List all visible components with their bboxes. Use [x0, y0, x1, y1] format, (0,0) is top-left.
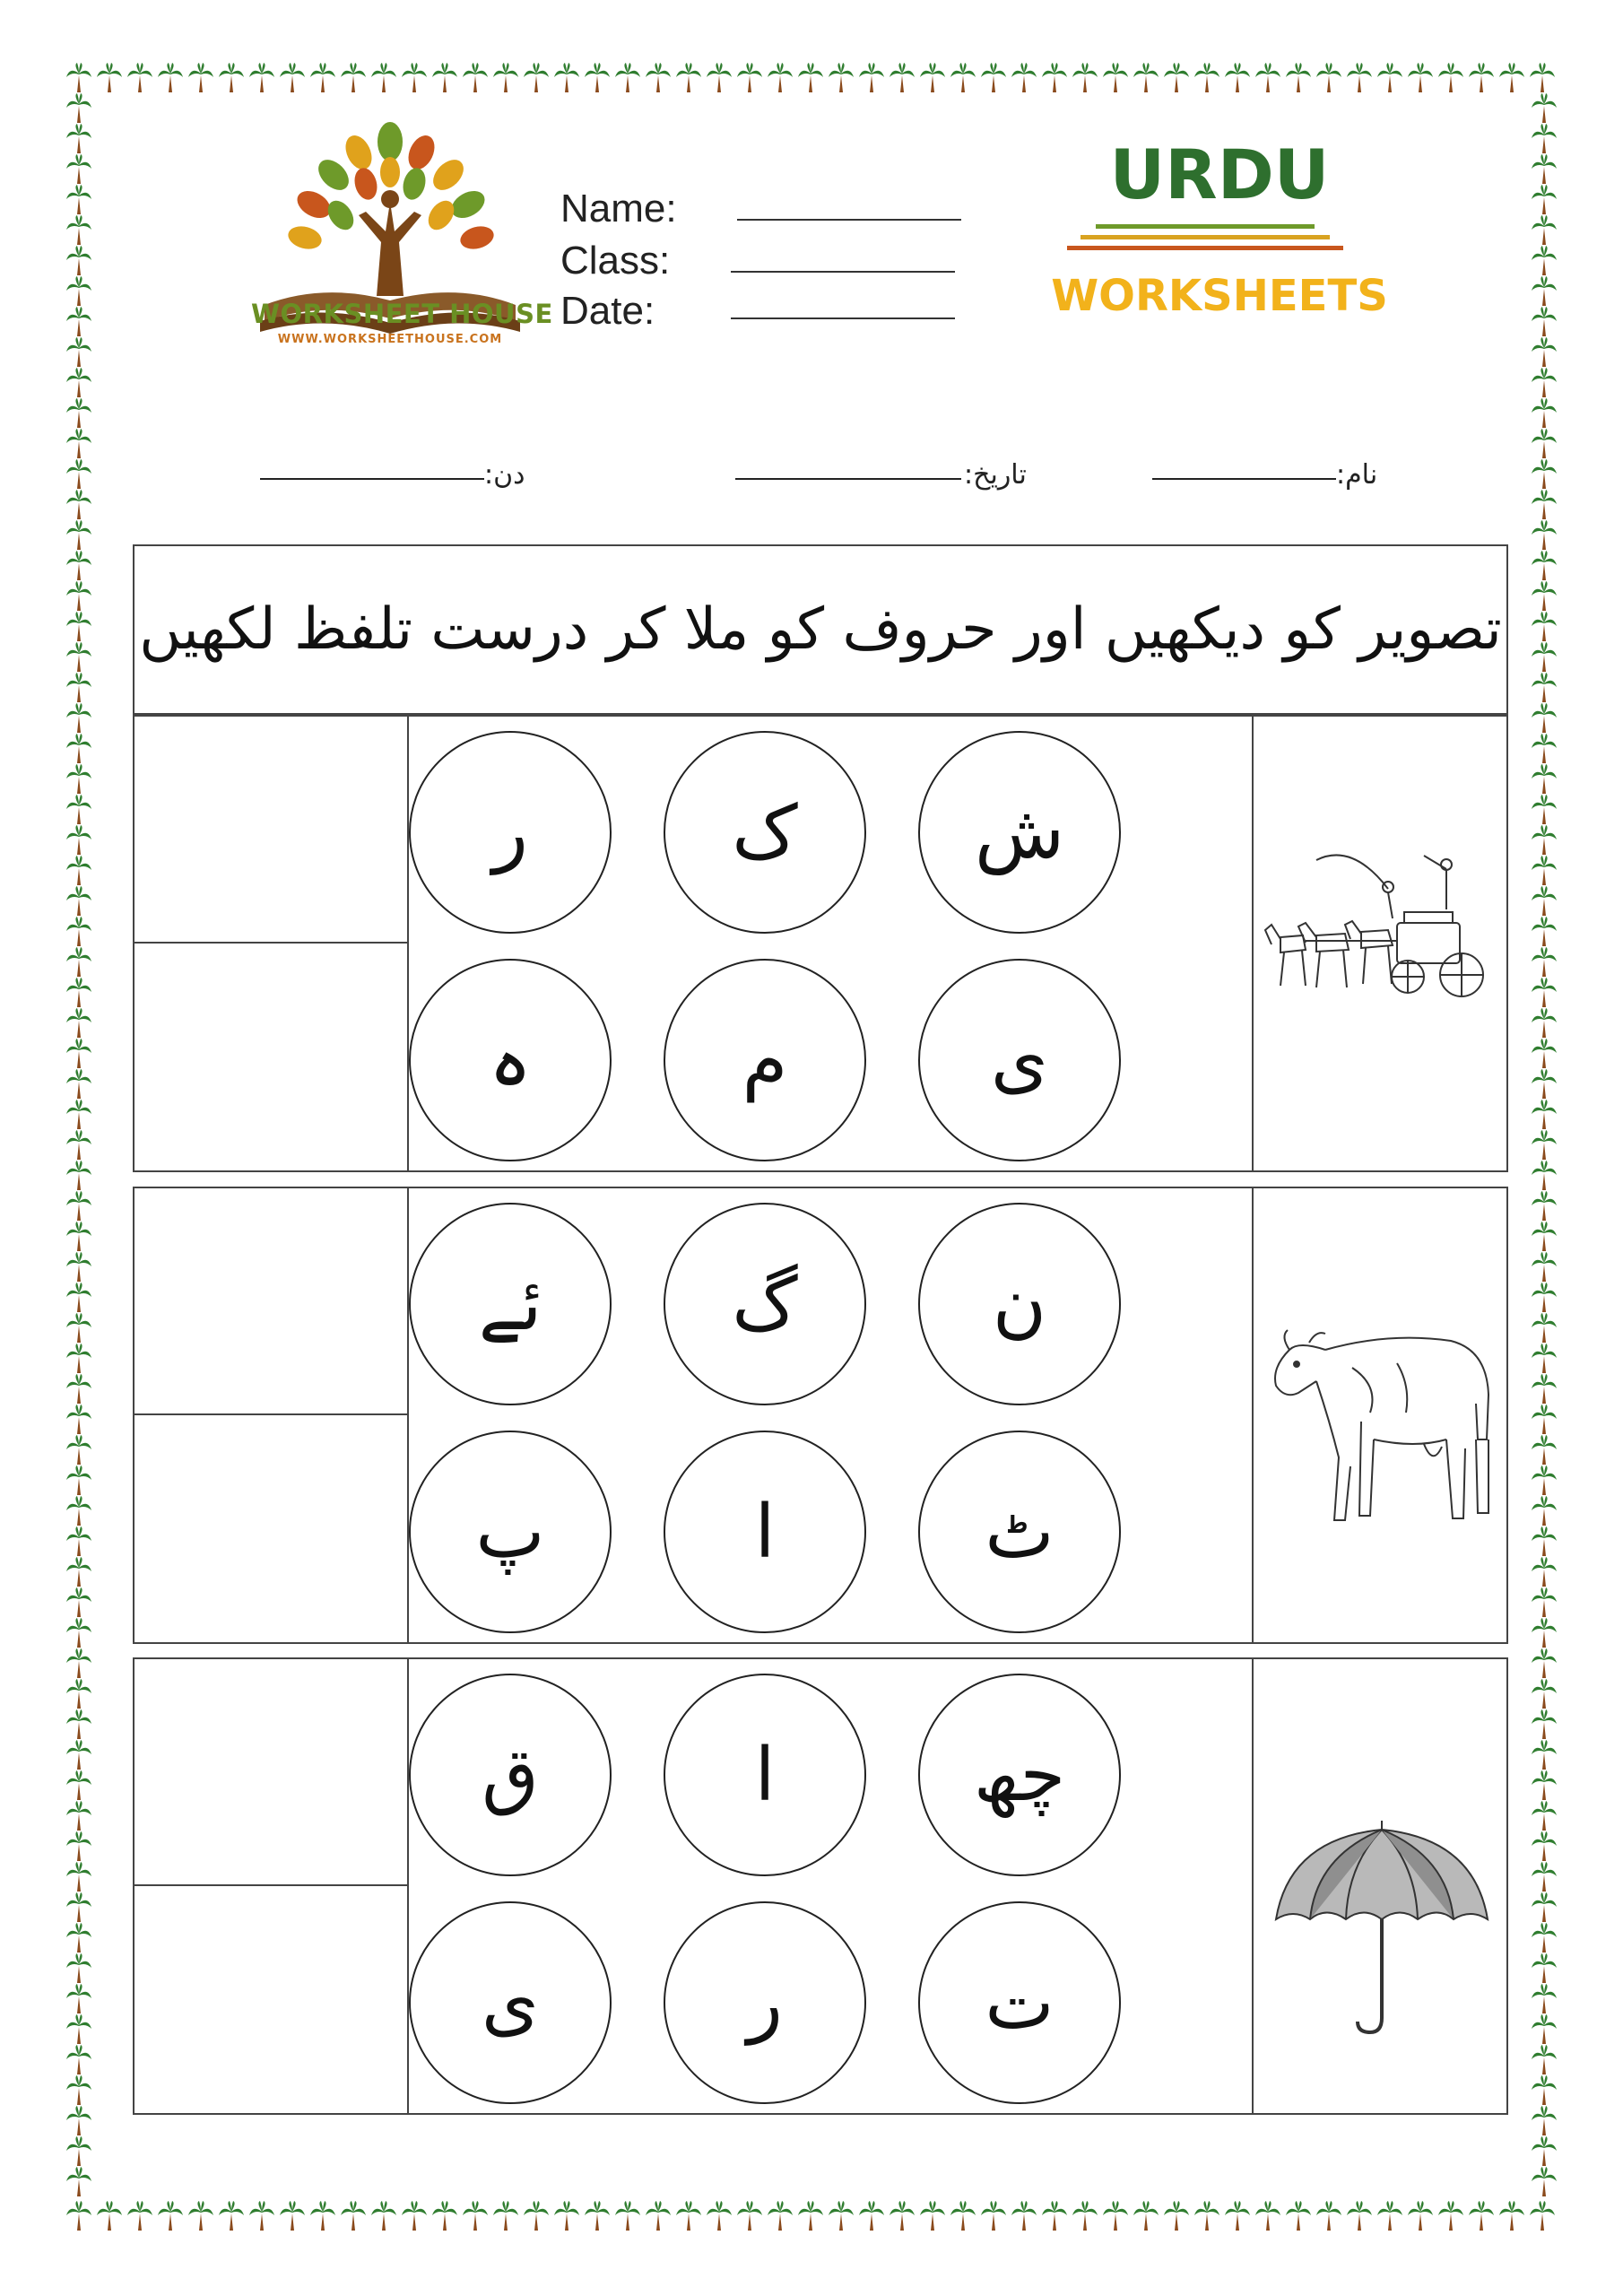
palm-tree-icon [249, 2201, 274, 2231]
palm-tree-icon [66, 1283, 91, 1312]
letter-circle[interactable]: ہ [409, 959, 612, 1161]
palm-tree-icon [1532, 1283, 1557, 1312]
palm-tree-icon [1532, 551, 1557, 580]
palm-tree-icon [615, 2201, 640, 2231]
palm-tree-icon [66, 154, 91, 184]
palm-tree-icon [310, 63, 335, 92]
palm-tree-icon [1532, 978, 1557, 1007]
answer-box[interactable] [135, 1415, 407, 1642]
palm-tree-icon [1532, 1984, 1557, 2013]
palm-tree-icon [1532, 642, 1557, 672]
palm-tree-icon [66, 1892, 91, 1922]
palm-tree-icon [768, 63, 793, 92]
palm-tree-icon [1532, 1252, 1557, 1282]
class-label: Class: [560, 239, 671, 283]
palm-tree-icon [1532, 612, 1557, 641]
palm-tree-icon [66, 215, 91, 245]
brand-stripe-yellow [1081, 235, 1330, 239]
palm-tree-icon [1042, 63, 1067, 92]
palm-tree-icon [1532, 2136, 1557, 2166]
exercise-2 [133, 1187, 1508, 1644]
palm-tree-icon [66, 1953, 91, 1983]
brand-stripe-green [1096, 224, 1315, 229]
palm-tree-icon [1499, 2201, 1524, 2231]
palm-tree-icon [66, 1100, 91, 1129]
palm-tree-icon [1408, 2201, 1433, 2231]
palm-tree-icon [981, 2201, 1006, 2231]
palm-tree-icon [66, 581, 91, 611]
date-line[interactable] [731, 317, 955, 319]
palm-tree-icon [1532, 703, 1557, 733]
name-label: Name: [560, 187, 677, 230]
palm-tree-icon [615, 63, 640, 92]
palm-tree-icon [1530, 63, 1555, 92]
palm-tree-icon [676, 2201, 701, 2231]
palm-tree-icon [66, 1313, 91, 1343]
palm-tree-icon [66, 1069, 91, 1099]
palm-tree-icon [66, 1923, 91, 1952]
class-line[interactable] [731, 271, 955, 273]
palm-tree-icon [1194, 63, 1219, 92]
letter-circle[interactable]: پ [409, 1431, 612, 1633]
palm-tree-icon [1532, 1465, 1557, 1495]
palm-tree-icon [1532, 1374, 1557, 1404]
palm-tree-icon [66, 1374, 91, 1404]
palm-tree-icon [1532, 1587, 1557, 1617]
palm-tree-icon [1469, 2201, 1494, 2231]
palm-tree-icon [1532, 2014, 1557, 2044]
letter-circle[interactable]: چھ [918, 1674, 1121, 1876]
palm-tree-icon [66, 1008, 91, 1038]
palm-tree-icon [188, 63, 213, 92]
palm-tree-icon [1532, 398, 1557, 428]
letter-circle[interactable]: ر [664, 1901, 866, 2104]
palm-tree-icon [219, 63, 244, 92]
palm-tree-icon [1347, 2201, 1372, 2231]
palm-tree-icon [1225, 63, 1250, 92]
palm-tree-icon [829, 63, 854, 92]
picture-column [1252, 717, 1508, 1170]
palm-tree-icon [798, 63, 823, 92]
letters-grid [409, 717, 1252, 1170]
palm-tree-icon [66, 276, 91, 306]
palm-tree-icon [829, 2201, 854, 2231]
palm-tree-icon [1532, 1740, 1557, 1770]
palm-tree-icon [554, 63, 579, 92]
letter-circle[interactable]: ٹ [918, 1431, 1121, 1633]
brand-subtitle: WORKSHEETS [1051, 271, 1388, 321]
palm-tree-icon [1532, 1405, 1557, 1434]
letter-circle[interactable]: ی [918, 959, 1121, 1161]
palm-tree-icon [1438, 2201, 1463, 2231]
palm-tree-icon [66, 2201, 91, 2231]
palm-tree-icon [1532, 1008, 1557, 1038]
palm-tree-icon [66, 856, 91, 885]
palm-tree-icon [1532, 1831, 1557, 1861]
urdu-date-label: تاریخ: [964, 459, 1027, 491]
letter-circle[interactable]: ق [409, 1674, 612, 1876]
palm-tree-icon [859, 63, 884, 92]
palm-tree-icon [66, 520, 91, 550]
letter-circle[interactable]: ی [409, 1901, 612, 2104]
palm-tree-icon [1532, 1496, 1557, 1526]
palm-tree-icon [66, 1161, 91, 1190]
palm-tree-icon [1532, 1618, 1557, 1648]
palm-tree-icon [890, 2201, 915, 2231]
palm-tree-icon [1532, 2106, 1557, 2135]
palm-tree-icon [341, 63, 366, 92]
palm-tree-icon [1532, 1435, 1557, 1465]
palm-tree-icon [1532, 124, 1557, 153]
palm-tree-icon [1255, 2201, 1280, 2231]
palm-tree-icon [890, 63, 915, 92]
palm-tree-icon [493, 2201, 518, 2231]
answer-box[interactable] [135, 717, 407, 944]
palm-tree-icon [1532, 429, 1557, 458]
palm-tree-icon [463, 2201, 488, 2231]
palm-tree-icon [1532, 917, 1557, 946]
letter-circle[interactable]: ت [918, 1901, 1121, 2104]
palm-tree-icon [66, 429, 91, 458]
letter-circle[interactable]: ک [664, 731, 866, 934]
palm-tree-icon [1532, 1892, 1557, 1922]
palm-tree-icon [1499, 63, 1524, 92]
letter-circle[interactable]: ن [918, 1203, 1121, 1405]
palm-tree-icon [1011, 63, 1037, 92]
palm-tree-icon [66, 1252, 91, 1282]
exercise-1 [133, 715, 1508, 1172]
urdu-date-line[interactable] [735, 478, 961, 480]
palm-tree-icon [1532, 276, 1557, 306]
palm-tree-icon [97, 63, 122, 92]
palm-tree-icon [1532, 1100, 1557, 1129]
letter-circle[interactable]: ش [918, 731, 1121, 934]
palm-tree-icon [66, 1679, 91, 1709]
palm-tree-icon [1532, 337, 1557, 367]
palm-tree-icon [66, 337, 91, 367]
palm-tree-icon [798, 2201, 823, 2231]
palm-tree-icon [1103, 2201, 1128, 2231]
urdu-name-line[interactable] [1152, 478, 1336, 480]
palm-tree-icon [66, 2167, 91, 2196]
palm-tree-icon [66, 1496, 91, 1526]
palm-tree-icon [1408, 63, 1433, 92]
palm-tree-icon [1532, 581, 1557, 611]
palm-tree-icon [66, 551, 91, 580]
palm-tree-icon [1377, 2201, 1402, 2231]
palm-tree-icon [737, 2201, 762, 2231]
palm-tree-icon [1042, 2201, 1067, 2231]
palm-tree-icon [981, 63, 1006, 92]
palm-tree-icon [1133, 63, 1159, 92]
palm-tree-icon [432, 63, 457, 92]
palm-tree-icon [66, 917, 91, 946]
palm-tree-icon [1072, 63, 1098, 92]
palm-tree-icon [66, 2106, 91, 2135]
palm-tree-icon [646, 2201, 671, 2231]
palm-tree-icon [1532, 2045, 1557, 2074]
palm-tree-icon [1532, 93, 1557, 123]
palm-tree-icon [1532, 1161, 1557, 1190]
palm-tree-icon [66, 764, 91, 794]
letter-circle[interactable]: ا [664, 1431, 866, 1633]
palm-tree-icon [524, 63, 549, 92]
palm-tree-icon [219, 2201, 244, 2231]
palm-tree-icon [585, 2201, 610, 2231]
palm-tree-icon [1438, 63, 1463, 92]
palm-tree-icon [920, 2201, 945, 2231]
palm-tree-icon [341, 2201, 366, 2231]
palm-tree-icon [1347, 63, 1372, 92]
palm-tree-icon [1532, 459, 1557, 489]
letter-circle[interactable]: ا [664, 1674, 866, 1876]
palm-tree-icon [66, 1191, 91, 1221]
palm-tree-icon [1532, 1862, 1557, 1892]
answer-box[interactable] [135, 1659, 407, 1886]
palm-tree-icon [1532, 1526, 1557, 1556]
palm-tree-icon [1532, 1313, 1557, 1343]
palm-tree-icon [66, 978, 91, 1007]
answer-column [135, 717, 409, 1170]
palm-tree-icon [66, 1587, 91, 1617]
palm-tree-icon [1532, 1709, 1557, 1739]
palm-tree-icon [66, 1405, 91, 1434]
palm-tree-icon [676, 63, 701, 92]
palm-tree-icon [646, 63, 671, 92]
palm-tree-icon [1532, 1344, 1557, 1373]
palm-tree-icon [1532, 1679, 1557, 1709]
letter-circle[interactable]: ئے [409, 1203, 612, 1405]
palm-tree-icon [1532, 1191, 1557, 1221]
palm-tree-icon [1316, 63, 1341, 92]
palm-tree-icon [1532, 764, 1557, 794]
palm-tree-icon [585, 63, 610, 92]
palm-tree-icon [1532, 1923, 1557, 1952]
palm-tree-icon [1532, 490, 1557, 519]
palm-tree-icon [1164, 2201, 1189, 2231]
palm-tree-icon [1011, 2201, 1037, 2231]
palm-tree-icon [1532, 1953, 1557, 1983]
palm-tree-icon [280, 63, 305, 92]
palm-tree-icon [66, 2014, 91, 2044]
palm-tree-icon [66, 1526, 91, 1556]
palm-tree-icon [1532, 1039, 1557, 1068]
palm-tree-icon [66, 124, 91, 153]
palm-tree-icon [66, 825, 91, 855]
palm-tree-icon [158, 2201, 183, 2231]
palm-tree-icon [1532, 1222, 1557, 1251]
palm-tree-icon [859, 2201, 884, 2231]
palm-tree-icon [66, 1618, 91, 1648]
palm-tree-icon [707, 63, 732, 92]
palm-tree-icon [950, 2201, 976, 2231]
palm-tree-icon [66, 1801, 91, 1831]
palm-tree-icon [310, 2201, 335, 2231]
logo-url: WWW.WORKSHEETHOUSE.COM [277, 333, 503, 346]
palm-tree-icon [66, 459, 91, 489]
palm-tree-icon [768, 2201, 793, 2231]
palm-tree-icon [1532, 185, 1557, 214]
palm-tree-icon [66, 1344, 91, 1373]
palm-tree-icon [1532, 2167, 1557, 2196]
palm-tree-icon [1532, 246, 1557, 275]
palm-tree-icon [66, 185, 91, 214]
palm-tree-icon [66, 368, 91, 397]
palm-tree-icon [463, 63, 488, 92]
palm-tree-icon [66, 703, 91, 733]
palm-tree-icon [371, 63, 396, 92]
palm-tree-icon [1532, 947, 1557, 977]
stagecoach-with-horses-icon [1263, 824, 1501, 1057]
palm-tree-icon [66, 642, 91, 672]
palm-tree-icon [66, 1130, 91, 1160]
logo-title: WORKSHEET HOUSE [251, 299, 553, 329]
palm-tree-icon [1532, 2075, 1557, 2105]
letter-circle[interactable]: ر [409, 731, 612, 934]
palm-tree-icon [158, 63, 183, 92]
palm-tree-icon [127, 63, 152, 92]
urdu-name-label: نام: [1336, 459, 1378, 491]
answer-column [135, 1188, 409, 1642]
palm-tree-icon [66, 1740, 91, 1770]
palm-tree-icon [1532, 215, 1557, 245]
palm-tree-icon [920, 63, 945, 92]
palm-tree-icon [402, 2201, 427, 2231]
palm-tree-icon [524, 2201, 549, 2231]
palm-tree-icon [737, 63, 762, 92]
palm-tree-icon [1532, 795, 1557, 824]
palm-tree-icon [66, 734, 91, 763]
palm-tree-icon [66, 1862, 91, 1892]
palm-tree-icon [66, 246, 91, 275]
palm-tree-icon [1532, 1770, 1557, 1800]
palm-tree-icon [66, 398, 91, 428]
palm-tree-icon [1133, 2201, 1159, 2231]
answer-box[interactable] [135, 1886, 407, 2113]
brand-stripe-orange [1067, 246, 1343, 250]
palm-tree-icon [66, 886, 91, 916]
urdu-day-line[interactable] [260, 478, 484, 480]
palm-tree-icon [1532, 1130, 1557, 1160]
palm-tree-icon [66, 1984, 91, 2013]
palm-tree-icon [66, 1039, 91, 1068]
palm-tree-icon [66, 2075, 91, 2105]
palm-tree-icon [66, 795, 91, 824]
palm-tree-icon [66, 1435, 91, 1465]
instruction-box [133, 544, 1508, 715]
palm-tree-icon [249, 63, 274, 92]
instruction-text: تصویر کو دیکھیں اور حروف کو ملا کر درست تلفظ لکھیں [139, 596, 1502, 663]
palm-tree-icon [1103, 63, 1128, 92]
letter-circle[interactable]: م [664, 959, 866, 1161]
brand-title: URDU [1109, 135, 1330, 214]
palm-tree-icon [1286, 2201, 1311, 2231]
palm-tree-icon [66, 947, 91, 977]
exercise-3 [133, 1657, 1508, 2115]
answer-box[interactable] [135, 944, 407, 1170]
picture-column [1252, 1188, 1508, 1642]
palm-tree-icon [1532, 856, 1557, 885]
palm-tree-icon [1532, 1069, 1557, 1099]
date-label: Date: [560, 289, 655, 333]
picture-column [1252, 1659, 1508, 2113]
palm-tree-icon [66, 1770, 91, 1800]
palm-tree-icon [1532, 1557, 1557, 1587]
palm-tree-icon [66, 2045, 91, 2074]
palm-tree-icon [1225, 2201, 1250, 2231]
palm-tree-icon [371, 2201, 396, 2231]
palm-tree-icon [1532, 1648, 1557, 1678]
palm-tree-icon [66, 612, 91, 641]
letters-grid [409, 1659, 1252, 2113]
palm-tree-icon [66, 1709, 91, 1739]
palm-tree-icon [1532, 307, 1557, 336]
cow-icon [1263, 1314, 1501, 1547]
palm-tree-icon [1286, 63, 1311, 92]
palm-tree-icon [66, 2136, 91, 2166]
palm-tree-icon [1532, 154, 1557, 184]
palm-tree-icon [1469, 63, 1494, 92]
palm-tree-icon [66, 1648, 91, 1678]
palm-tree-icon [493, 63, 518, 92]
palm-tree-icon [1532, 368, 1557, 397]
palm-tree-icon [66, 1831, 91, 1861]
palm-tree-icon [1530, 2201, 1555, 2231]
palm-tree-icon [1532, 520, 1557, 550]
palm-tree-icon [1164, 63, 1189, 92]
palm-tree-icon [188, 2201, 213, 2231]
palm-tree-icon [950, 63, 976, 92]
palm-tree-icon [1532, 734, 1557, 763]
palm-tree-icon [1316, 2201, 1341, 2231]
palm-tree-icon [66, 1465, 91, 1495]
palm-tree-icon [554, 2201, 579, 2231]
palm-tree-icon [1194, 2201, 1219, 2231]
palm-tree-icon [127, 2201, 152, 2231]
palm-tree-icon [1377, 63, 1402, 92]
palm-tree-icon [1072, 2201, 1098, 2231]
palm-tree-icon [97, 2201, 122, 2231]
palm-tree-icon [1532, 673, 1557, 702]
urdu-day-label: دن: [484, 459, 525, 491]
palm-tree-icon [66, 1222, 91, 1251]
palm-tree-icon [707, 2201, 732, 2231]
umbrella-icon [1263, 1803, 1501, 2036]
palm-tree-icon [66, 673, 91, 702]
palm-tree-icon [1532, 886, 1557, 916]
answer-box[interactable] [135, 1188, 407, 1415]
palm-tree-icon [402, 63, 427, 92]
palm-tree-icon [1532, 1801, 1557, 1831]
name-line[interactable] [737, 219, 961, 221]
letter-circle[interactable]: گ [664, 1203, 866, 1405]
palm-tree-icon [280, 2201, 305, 2231]
palm-tree-icon [1532, 825, 1557, 855]
palm-tree-icon [66, 490, 91, 519]
answer-column [135, 1659, 409, 2113]
palm-tree-icon [1255, 63, 1280, 92]
palm-tree-icon [66, 1557, 91, 1587]
palm-tree-icon [432, 2201, 457, 2231]
palm-tree-icon [66, 63, 91, 92]
palm-tree-icon [66, 307, 91, 336]
palm-tree-icon [66, 93, 91, 123]
letters-grid [409, 1188, 1252, 1642]
